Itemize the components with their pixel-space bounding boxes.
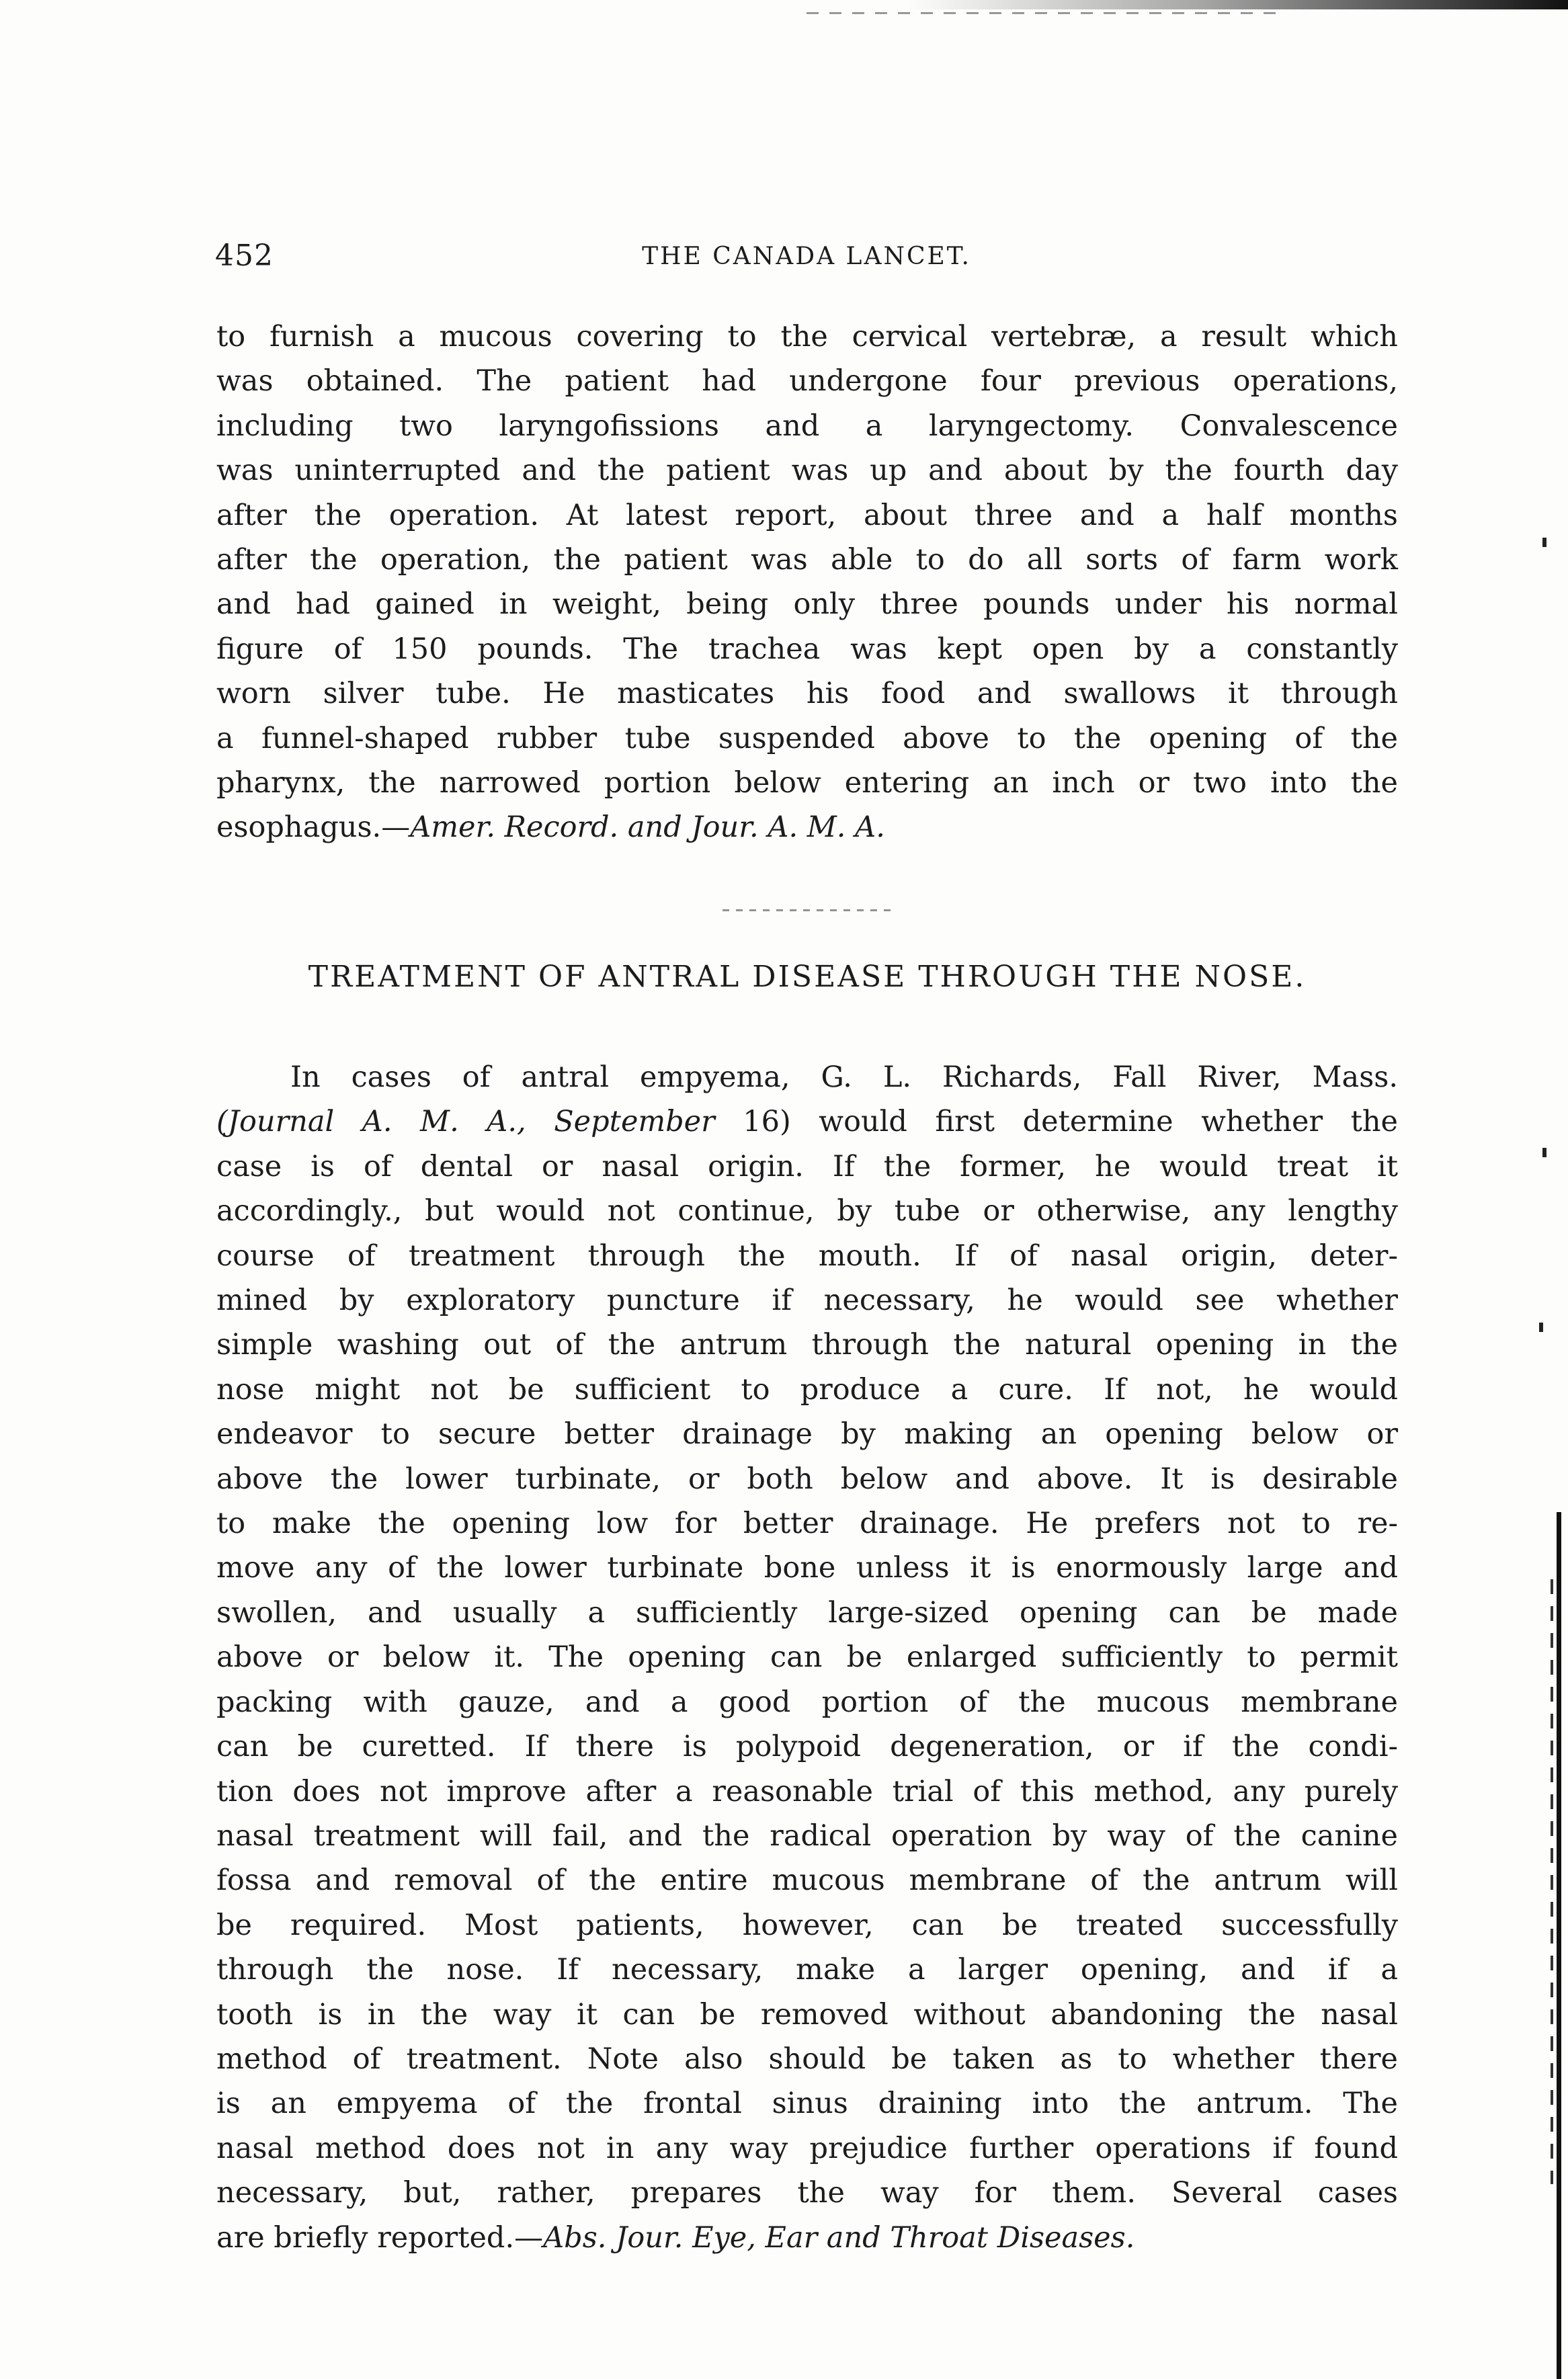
text-line-rest: 16) would first determine whether the bbox=[714, 1105, 1398, 1139]
text-line: simple washing out of the antrum through the natural opening in the bbox=[216, 1328, 1398, 1362]
text-line: nasal method does not in any way prejudice further operations if found bbox=[216, 2131, 1398, 2165]
text-line: case is of dental or nasal origin. If the former, he would treat it bbox=[216, 1149, 1398, 1183]
journal-reference: (Journal A. M. A., September bbox=[216, 1105, 715, 1139]
text-line: a funnel-shaped rubber tube suspended above to the opening of the bbox=[216, 721, 1398, 755]
citation-source: Amer. Record. and Jour. A. M. A. bbox=[410, 810, 885, 845]
text-line: tion does not improve after a reasonable trial of this method, any purely bbox=[216, 1774, 1398, 1808]
text-line: including two laryngofissions and a laryngectomy. Convalescence bbox=[216, 409, 1398, 443]
citation-source: Abs. Jour. Eye, Ear and Throat Diseases. bbox=[543, 2220, 1135, 2255]
text-line: fossa and removal of the entire mucous membrane of the antrum will bbox=[216, 1864, 1398, 1898]
text-line-last bbox=[216, 2216, 1398, 2260]
text-line: tooth is in the way it can be removed without abandoning the nasal bbox=[216, 1997, 1398, 2032]
text-line: nose might not be sufficient to produce a cure. If not, he would bbox=[216, 1372, 1398, 1407]
text-line: be required. Most patients, however, can be treated successfully bbox=[216, 1908, 1398, 1942]
margin-mark bbox=[1542, 1148, 1546, 1157]
margin-mark bbox=[1539, 1323, 1543, 1332]
text-line: after the operation, the patient was able to do all sorts of farm work bbox=[216, 543, 1398, 577]
article-2-body bbox=[216, 1055, 1398, 2260]
article-1-body bbox=[216, 315, 1398, 850]
text-line: above the lower turbinate, or both below and above. It is desirable bbox=[216, 1462, 1398, 1496]
text-line: and had gained in weight, being only three pounds under his normal bbox=[216, 587, 1398, 622]
text-line: mined by exploratory puncture if necessary, he would see whether bbox=[216, 1284, 1398, 1318]
text-line: course of treatment through the mouth. If of nasal origin, deter- bbox=[216, 1239, 1398, 1273]
text-line bbox=[216, 1099, 1398, 1144]
text-line-first: In cases of antral empyema, G. L. Richards, Fall River, Mass. bbox=[290, 1060, 1398, 1094]
text-line: through the nose. If necessary, make a larger opening, and if a bbox=[216, 1953, 1398, 1987]
text-line-last bbox=[216, 805, 1398, 849]
text-line: to make the opening low for better drainage. He prefers not to re- bbox=[216, 1507, 1398, 1541]
text-line: figure of 150 pounds. The trachea was kept open by a constantly bbox=[216, 632, 1398, 666]
text-line: is an empyema of the frontal sinus draining into the antrum. The bbox=[216, 2087, 1398, 2121]
text-line: to furnish a mucous covering to the cervical vertebræ, a result which bbox=[216, 320, 1398, 353]
section-heading: TREATMENT OF ANTRAL DISEASE THROUGH THE NOSE. bbox=[308, 960, 1307, 994]
scan-binding-edge bbox=[1557, 1512, 1561, 2379]
page-number: 452 bbox=[215, 239, 274, 273]
text-line: pharynx, the narrowed portion below entering an inch or two into the bbox=[216, 766, 1398, 800]
text-line: move any of the lower turbinate bone unless it is enormously large and bbox=[216, 1551, 1398, 1585]
text-line: was uninterrupted and the patient was up and about by the fourth day bbox=[216, 454, 1398, 488]
margin-mark bbox=[1542, 538, 1546, 547]
text-line: necessary, but, rather, prepares the way for them. Several cases bbox=[216, 2176, 1398, 2210]
scan-edge-artifact bbox=[907, 0, 1568, 9]
text-line: nasal treatment will fail, and the radical operation by way of the canine bbox=[216, 1819, 1398, 1853]
text-line: accordingly., but would not continue, by tube or otherwise, any lengthy bbox=[216, 1194, 1398, 1228]
text-line: after the operation. At latest report, about three and a half months bbox=[216, 498, 1398, 532]
page-header bbox=[215, 239, 1398, 279]
text-line: method of treatment. Note also should be taken as to whether there bbox=[216, 2042, 1398, 2076]
text-line: was obtained. The patient had undergone four previous operations, bbox=[216, 364, 1398, 399]
section-separator bbox=[723, 909, 891, 911]
text-line: above or below it. The opening can be enlarged sufficiently to permit bbox=[216, 1640, 1398, 1675]
text-line: endeavor to secure better drainage by making an opening below or bbox=[216, 1417, 1398, 1452]
running-title: THE CANADA LANCET. bbox=[642, 243, 971, 270]
scan-binding-edge-dashes bbox=[1551, 1579, 1553, 2184]
text-line: worn silver tube. He masticates his food and swallows it through bbox=[216, 677, 1398, 711]
last-line-text: esophagus.— bbox=[216, 810, 411, 845]
last-line-text: are briefly reported.— bbox=[216, 2220, 544, 2255]
text-line: swollen, and usually a sufficiently large-sized opening can be made bbox=[216, 1595, 1398, 1630]
scan-dash-artifact bbox=[807, 12, 1277, 14]
text-line: packing with gauze, and a good portion of the mucous membrane bbox=[216, 1685, 1398, 1719]
text-line: can be curetted. If there is polypoid degeneration, or if the condi- bbox=[216, 1730, 1398, 1764]
